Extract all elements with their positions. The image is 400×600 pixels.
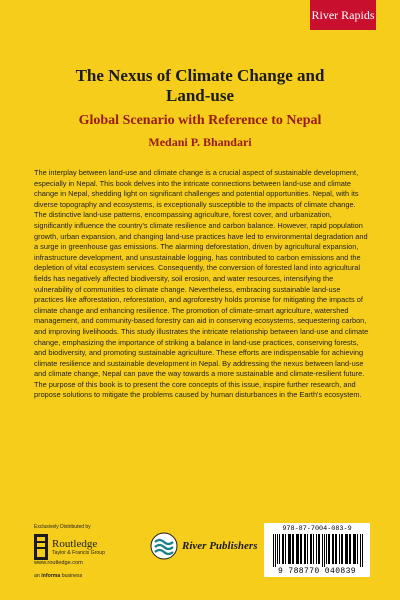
barcode-bar	[360, 534, 361, 567]
isbn-barcode	[264, 523, 370, 577]
book-subtitle: Global Scenario with Reference to Nepal	[78, 113, 322, 128]
distributor-block	[34, 524, 154, 580]
barcode-bar	[353, 534, 356, 564]
barcode-bar	[277, 534, 278, 564]
book-title: The Nexus of Climate Change and Land-use	[75, 66, 325, 105]
publisher-name: River Publishers	[182, 540, 258, 552]
routledge-logo-icon	[34, 534, 48, 560]
informa-suffix: business	[61, 573, 83, 579]
barcode-bar	[339, 534, 340, 564]
barcode-bar	[318, 534, 320, 564]
barcode-bar	[324, 534, 325, 567]
barcode-bar	[279, 534, 280, 564]
barcode-bar	[328, 534, 330, 564]
barcode-bar	[322, 534, 323, 567]
informa-prefix: an	[34, 573, 40, 579]
series-badge: River Rapids	[310, 0, 376, 30]
barcode-bar	[273, 534, 274, 567]
barcode-bar	[349, 534, 351, 564]
informa-brand: informa	[41, 573, 61, 579]
book-author: Medani P. Bhandari	[148, 135, 252, 149]
book-description: The interplay between land-use and climate change is a crucial aspect of sustainable development, especially in Nepal. This book delves into the intricate connections between land-use and climate change in Nepal, shedding light on significant challenges and potential opportunities. Nepal, with its diverse topography and ecosystems, is exceptionally susceptible to the impacts of climate change. The distinctive land-use patterns, encompassing agriculture, forest cover, and urbanization, significantly influence the country's climate resilience and carbon balance. However, rapid population growth, urban expansion, and changing land-use practices have led to environmental degradation and a surge in greenhouse gas emissions. The alarming deforestation, driven by agricultural expansion, infrastructure development, and unsustainable logging, has contributed to carbon emissions and the depletion of vital ecosystem services. Consequently, the conversion of forested land into agricultural fields has negatively affected biodiversity, soil erosion, and water resources, intensifying the vulnerability of communities to climate change. Nevertheless, embracing sustainable land-use practices like afforestation, reforestation, and agroforestry holds promise for mitigating the impacts of climate change and enhancing resilience. The promotion of climate-smart agriculture, watershed management, and community-based forestry can aid in conserving ecosystems, sequestering carbon, and improving livelihoods. This study illustrates the intricate relationship between land-use and climate change, emphasizing the importance of striking a balance in land-use practices, conserving forests, and biodiversity, and promoting sustainable agriculture. These efforts are indispensable for achieving climate resilience and sustainable development in Nepal. By addressing the nexus between land-use and climate change, Nepal can pave the way towards a more sustainable and climate-resilient future. The purpose of this book is to present the core concepts of this issue, inspire further research, and propose solutions to mitigate the problems caused by human disturbances in the Earth's ecosystem.	[34, 168, 369, 400]
barcode-bar	[326, 534, 327, 564]
barcode-bar	[275, 534, 276, 567]
barcode-bar	[313, 534, 314, 564]
distributor-name: Routledge	[52, 537, 98, 550]
barcode-bar	[310, 534, 312, 564]
barcode-bar	[345, 534, 348, 564]
barcode-bar	[316, 534, 317, 564]
barcode-graphic	[269, 534, 365, 567]
distributor-label: Exclusively Distributed by	[34, 524, 91, 530]
isbn-text: 978-87-7004-083-9	[282, 525, 352, 533]
barcode-bar	[357, 534, 358, 564]
barcode-bar	[296, 534, 299, 564]
publisher-logo	[150, 532, 257, 560]
barcode-bar	[335, 534, 337, 564]
river-publishers-logo-icon	[150, 532, 178, 560]
barcode-bar	[300, 534, 302, 564]
barcode-bar	[304, 534, 306, 564]
barcode-bar	[282, 534, 284, 564]
barcode-bar	[285, 534, 286, 564]
distributor-url[interactable]: www.routledge.com	[34, 560, 83, 566]
barcode-bar	[332, 534, 334, 564]
barcode-bar	[307, 534, 308, 564]
barcode-bar	[362, 534, 363, 567]
routledge-logo	[34, 534, 154, 560]
distributor-group: Taylor & Francis Group	[52, 549, 106, 556]
barcode-bar	[292, 534, 294, 564]
title-block	[0, 66, 400, 150]
informa-tagline	[34, 573, 154, 580]
barcode-bar	[341, 534, 343, 564]
barcode-digits: 9 788770 040839	[277, 567, 356, 576]
barcode-bar	[288, 534, 291, 564]
